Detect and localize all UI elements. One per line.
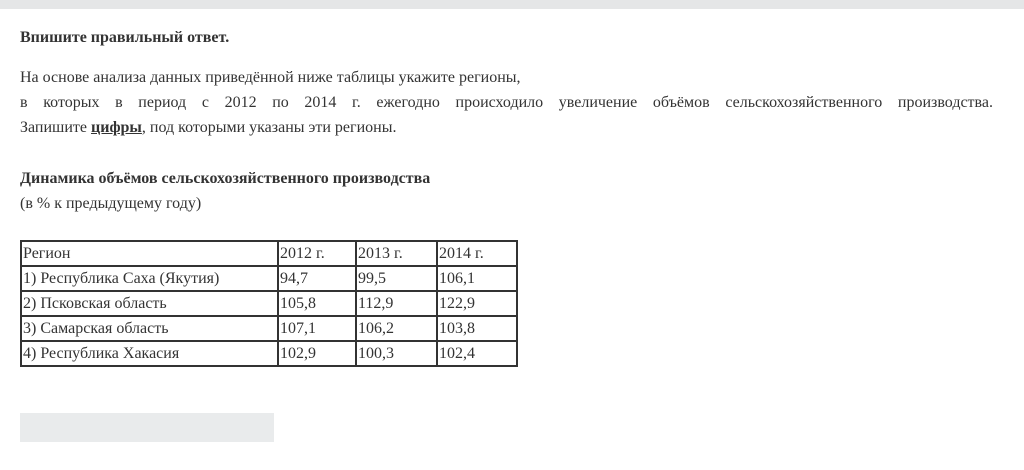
region-cell: 1) Республика Саха (Якутия) (21, 266, 278, 291)
table-row (21, 266, 517, 291)
instruction-heading: Впишите правильный ответ. (20, 29, 230, 46)
table-subtitle: (в % к предыдущему году) (20, 195, 202, 212)
region-cell: 2) Псковская область (21, 291, 278, 316)
table-title: Динамика объёмов сельскохозяйственного производства (20, 170, 431, 187)
value-cell-2014: 102,4 (437, 341, 517, 366)
table-caption (20, 166, 430, 216)
header-cell-2013: 2013 г. (356, 241, 437, 266)
table-row (21, 291, 517, 316)
value-cell-2012: 94,7 (278, 266, 356, 291)
question-emphasis: цифры (91, 119, 142, 136)
top-bar (0, 0, 1024, 9)
answer-input[interactable] (20, 413, 274, 442)
value-cell-2012: 102,9 (278, 341, 356, 366)
question-line-3 (20, 115, 993, 140)
table-header-row (21, 241, 517, 266)
table-row (21, 316, 517, 341)
region-cell: 3) Самарская область (21, 316, 278, 341)
question-text (20, 65, 993, 140)
question-line-3-suffix: , под которыми указаны эти регионы. (141, 119, 397, 136)
question-line-2: в которых в период с 2012 по 2014 г. ежегодно происходило увеличение объёмов сельскохозяйственного производства. (20, 94, 993, 111)
question-line-3-prefix: Запишите (20, 119, 92, 136)
table-row (21, 341, 517, 366)
region-cell: 4) Республика Хакасия (21, 341, 278, 366)
value-cell-2013: 99,5 (356, 266, 437, 291)
header-cell-2014: 2014 г. (437, 241, 517, 266)
value-cell-2013: 100,3 (356, 341, 437, 366)
header-cell-region: Регион (21, 241, 278, 266)
value-cell-2014: 106,1 (437, 266, 517, 291)
value-cell-2014: 122,9 (437, 291, 517, 316)
data-table (20, 240, 518, 367)
question-line-1: На основе анализа данных приведённой ниже таблицы укажите регионы, (20, 69, 521, 86)
value-cell-2012: 105,8 (278, 291, 356, 316)
value-cell-2014: 103,8 (437, 316, 517, 341)
value-cell-2012: 107,1 (278, 316, 356, 341)
value-cell-2013: 106,2 (356, 316, 437, 341)
header-cell-2012: 2012 г. (278, 241, 356, 266)
value-cell-2013: 112,9 (356, 291, 437, 316)
